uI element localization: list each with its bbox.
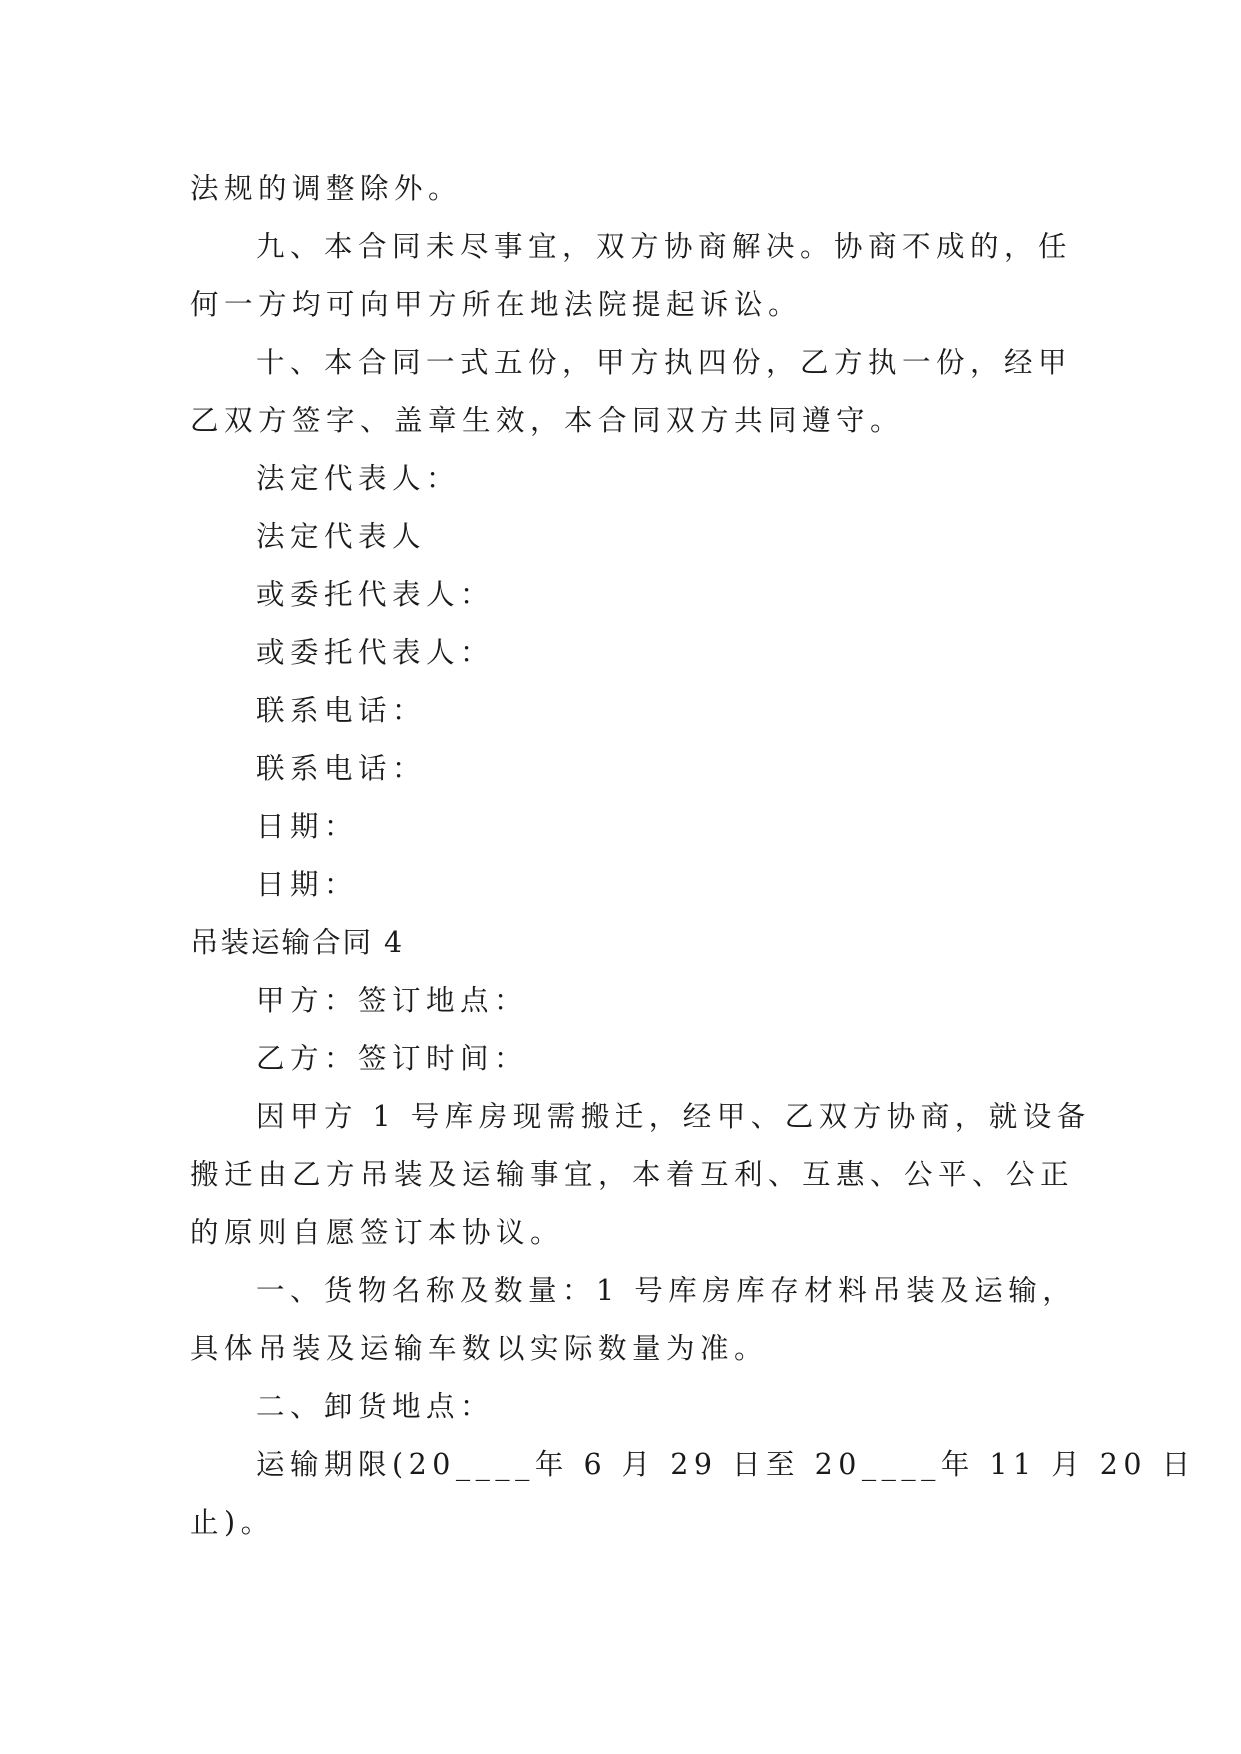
preamble-line-2: 搬迁由乙方吊装及运输事宜，本着互利、互惠、公平、公正 — [190, 1158, 1075, 1191]
clause-ten-line-1: 十、本合同一式五份，甲方执四份，乙方执一份，经甲 — [256, 346, 1073, 379]
preamble-line-1: 因甲方 1 号库房现需搬迁，经甲、乙双方协商，就设备 — [256, 1100, 1091, 1133]
preamble-line-3: 的原则自愿签订本协议。 — [190, 1216, 565, 1249]
clause-two-line: 二、卸货地点： — [256, 1390, 495, 1423]
date-label: 日期： — [256, 868, 359, 901]
party-b-line: 乙方：签订时间： — [256, 1042, 529, 1075]
authorized-representative-label: 或委托代表人： — [256, 636, 495, 669]
clause-nine-line-1: 九、本合同未尽事宜，双方协商解决。协商不成的，任 — [256, 230, 1073, 263]
legal-representative-label: 法定代表人 — [256, 520, 427, 553]
date-label: 日期： — [256, 810, 359, 843]
phone-label: 联系电话： — [256, 752, 427, 785]
party-a-line: 甲方：签订地点： — [256, 984, 529, 1017]
text-line: 法规的调整除外。 — [190, 172, 463, 205]
clause-one-line-2: 具体吊装及运输车数以实际数量为准。 — [190, 1332, 769, 1365]
authorized-representative-label: 或委托代表人： — [256, 578, 495, 611]
section-title: 吊装运输合同 4 — [190, 926, 405, 959]
transport-period-line-2: 止)。 — [190, 1506, 275, 1539]
clause-one-line-1: 一、货物名称及数量：1 号库房库存材料吊装及运输， — [256, 1274, 1077, 1307]
legal-representative-label: 法定代表人： — [256, 462, 461, 495]
clause-ten-line-2: 乙双方签字、盖章生效，本合同双方共同遵守。 — [190, 404, 905, 437]
phone-label: 联系电话： — [256, 694, 427, 727]
transport-period-line-1: 运输期限(20____年 6 月 29 日至 20____年 11 月 20 日 — [256, 1448, 1196, 1481]
document-body — [190, 160, 1196, 1552]
clause-nine-line-2: 何一方均可向甲方所在地法院提起诉讼。 — [190, 288, 803, 321]
